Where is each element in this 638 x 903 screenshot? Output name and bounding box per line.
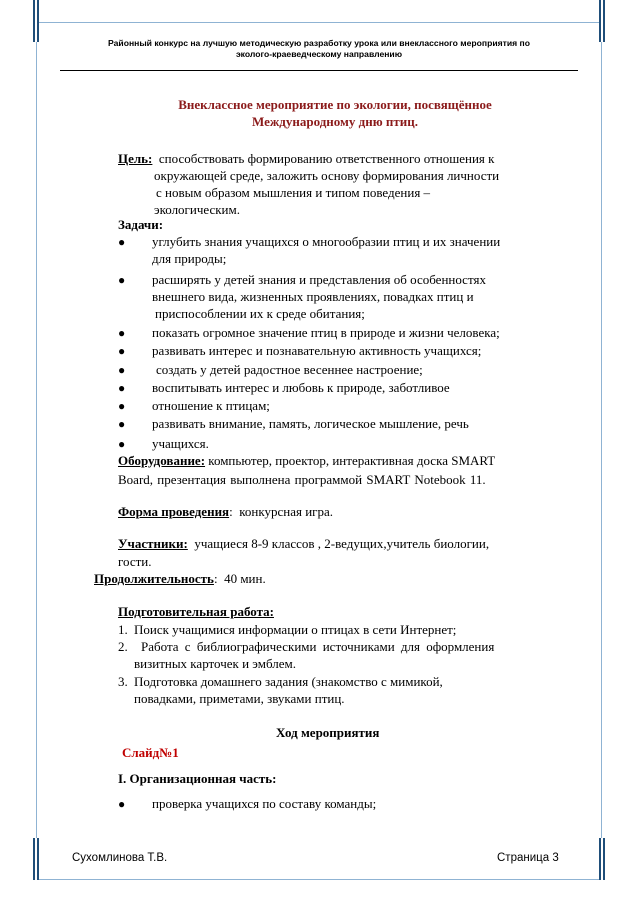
prep-num: 1. xyxy=(118,622,128,637)
goal-text-2: окружающей среде, заложить основу формирования личности xyxy=(154,168,500,183)
header-line-1: Районный конкурс на лучшую методическую разработку урока или внеклассного мероприятия по xyxy=(108,38,530,48)
bullet-icon: ● xyxy=(118,797,126,811)
task-item: учащихся. xyxy=(152,436,209,451)
participants-text-1: учащиеся 8-9 классов , 2-ведущих,учитель биологии, xyxy=(194,536,490,551)
bullet-icon: ● xyxy=(118,326,126,340)
task-item-cont: для природы; xyxy=(152,251,227,266)
prep-item: Подготовка домашнего задания (знакомство с мимикой, xyxy=(134,674,443,689)
page-header xyxy=(60,38,578,71)
procedure-title: Ход мероприятия xyxy=(276,725,380,740)
header-line-2: эколого-краеведческому направлению xyxy=(235,49,403,59)
goal-text-1: способствовать формированию ответственного отношения к xyxy=(158,151,495,166)
task-item-cont: приспособлении их к среде обитания; xyxy=(155,306,365,321)
bullet-icon: ● xyxy=(118,235,126,249)
goal-text-4: экологическим. xyxy=(154,202,240,217)
corner-decoration-bottom-right xyxy=(599,838,605,880)
participants-line-1 xyxy=(118,536,489,552)
org-item: проверка учащихся по составу команды; xyxy=(152,796,377,811)
task-item: отношение к птицам; xyxy=(152,398,270,413)
title-line-1: Внеклассное мероприятие по экологии, посвящённое xyxy=(178,97,492,112)
task-item: расширять у детей знания и представления об особенностях xyxy=(152,272,486,287)
title-line-2: Международному дню птиц. xyxy=(252,114,418,129)
goal-text-3: с новым образом мышления и типом поведения – xyxy=(156,185,431,200)
org-label: I. Организационная часть: xyxy=(118,771,277,786)
duration-line: Продолжительность: 40 мин. xyxy=(94,571,266,586)
footer-page: Страница 3 xyxy=(497,852,559,864)
prep-item-cont: повадками, приметами, звуками птиц. xyxy=(134,691,345,706)
bullet-icon: ● xyxy=(118,381,126,395)
bullet-icon: ● xyxy=(118,363,126,377)
form-label: Форма проведения xyxy=(118,504,230,519)
task-item: создать у детей радостное весеннее настроение; xyxy=(156,362,423,377)
equipment-text-2: Board, презентация выполнена программой SMART Notebook 11. xyxy=(118,472,486,487)
prep-item-cont: визитных карточек и эмблем. xyxy=(134,656,296,671)
prep-item: Поиск учащимися информации о птицах в сети Интернет; xyxy=(134,622,457,637)
task-item-cont: внешнего вида, жизненных проявлениях, повадках птиц и xyxy=(152,289,474,304)
bullet-icon: ● xyxy=(118,399,126,413)
duration-label: Продолжительность xyxy=(94,571,214,586)
tasks-label: Задачи: xyxy=(118,217,164,232)
goal-line-1 xyxy=(118,151,494,167)
bullet-icon: ● xyxy=(118,437,126,451)
corner-decoration-bottom-left xyxy=(33,838,39,880)
footer-author: Сухомлинова Т.В. xyxy=(72,852,168,864)
prep-item: Работа с библиографическими источниками для оформления xyxy=(141,639,495,654)
task-item: развивать интерес и познавательную активность учащихся; xyxy=(152,343,482,358)
task-item: воспитывать интерес и любовь к природе, заботливое xyxy=(152,380,450,395)
equipment-text-1: компьютер, проектор, интерактивная доска SMART xyxy=(208,453,496,468)
task-item: показать огромное значение птиц в природе и жизни человека; xyxy=(152,325,500,340)
duration-value: 40 мин. xyxy=(224,571,266,586)
corner-decoration-top-right xyxy=(599,0,605,42)
form-line: Форма проведения: конкурсная игра. xyxy=(118,504,333,519)
participants-label: Участники: xyxy=(118,536,188,551)
equipment-label: Оборудование: xyxy=(118,453,206,468)
prep-num: 2. xyxy=(118,639,128,654)
prep-num: 3. xyxy=(118,674,128,689)
bullet-icon: ● xyxy=(118,344,126,358)
corner-decoration-top-left xyxy=(33,0,39,42)
prep-label: Подготовительная работа: xyxy=(118,604,274,619)
participants-text-2: гости. xyxy=(118,554,152,569)
task-item: углубить знания учащихся о многообразии птиц и их значении xyxy=(152,234,501,249)
bullet-icon: ● xyxy=(118,273,126,287)
bullet-icon: ● xyxy=(118,417,126,431)
document-title xyxy=(100,96,570,130)
form-value: конкурсная игра. xyxy=(239,504,333,519)
task-item: развивать внимание, память, логическое мышление, речь xyxy=(152,416,469,431)
equipment-line-1 xyxy=(118,453,495,469)
slide-label: Слайд№1 xyxy=(122,745,179,760)
goal-label: Цель: xyxy=(118,151,153,166)
